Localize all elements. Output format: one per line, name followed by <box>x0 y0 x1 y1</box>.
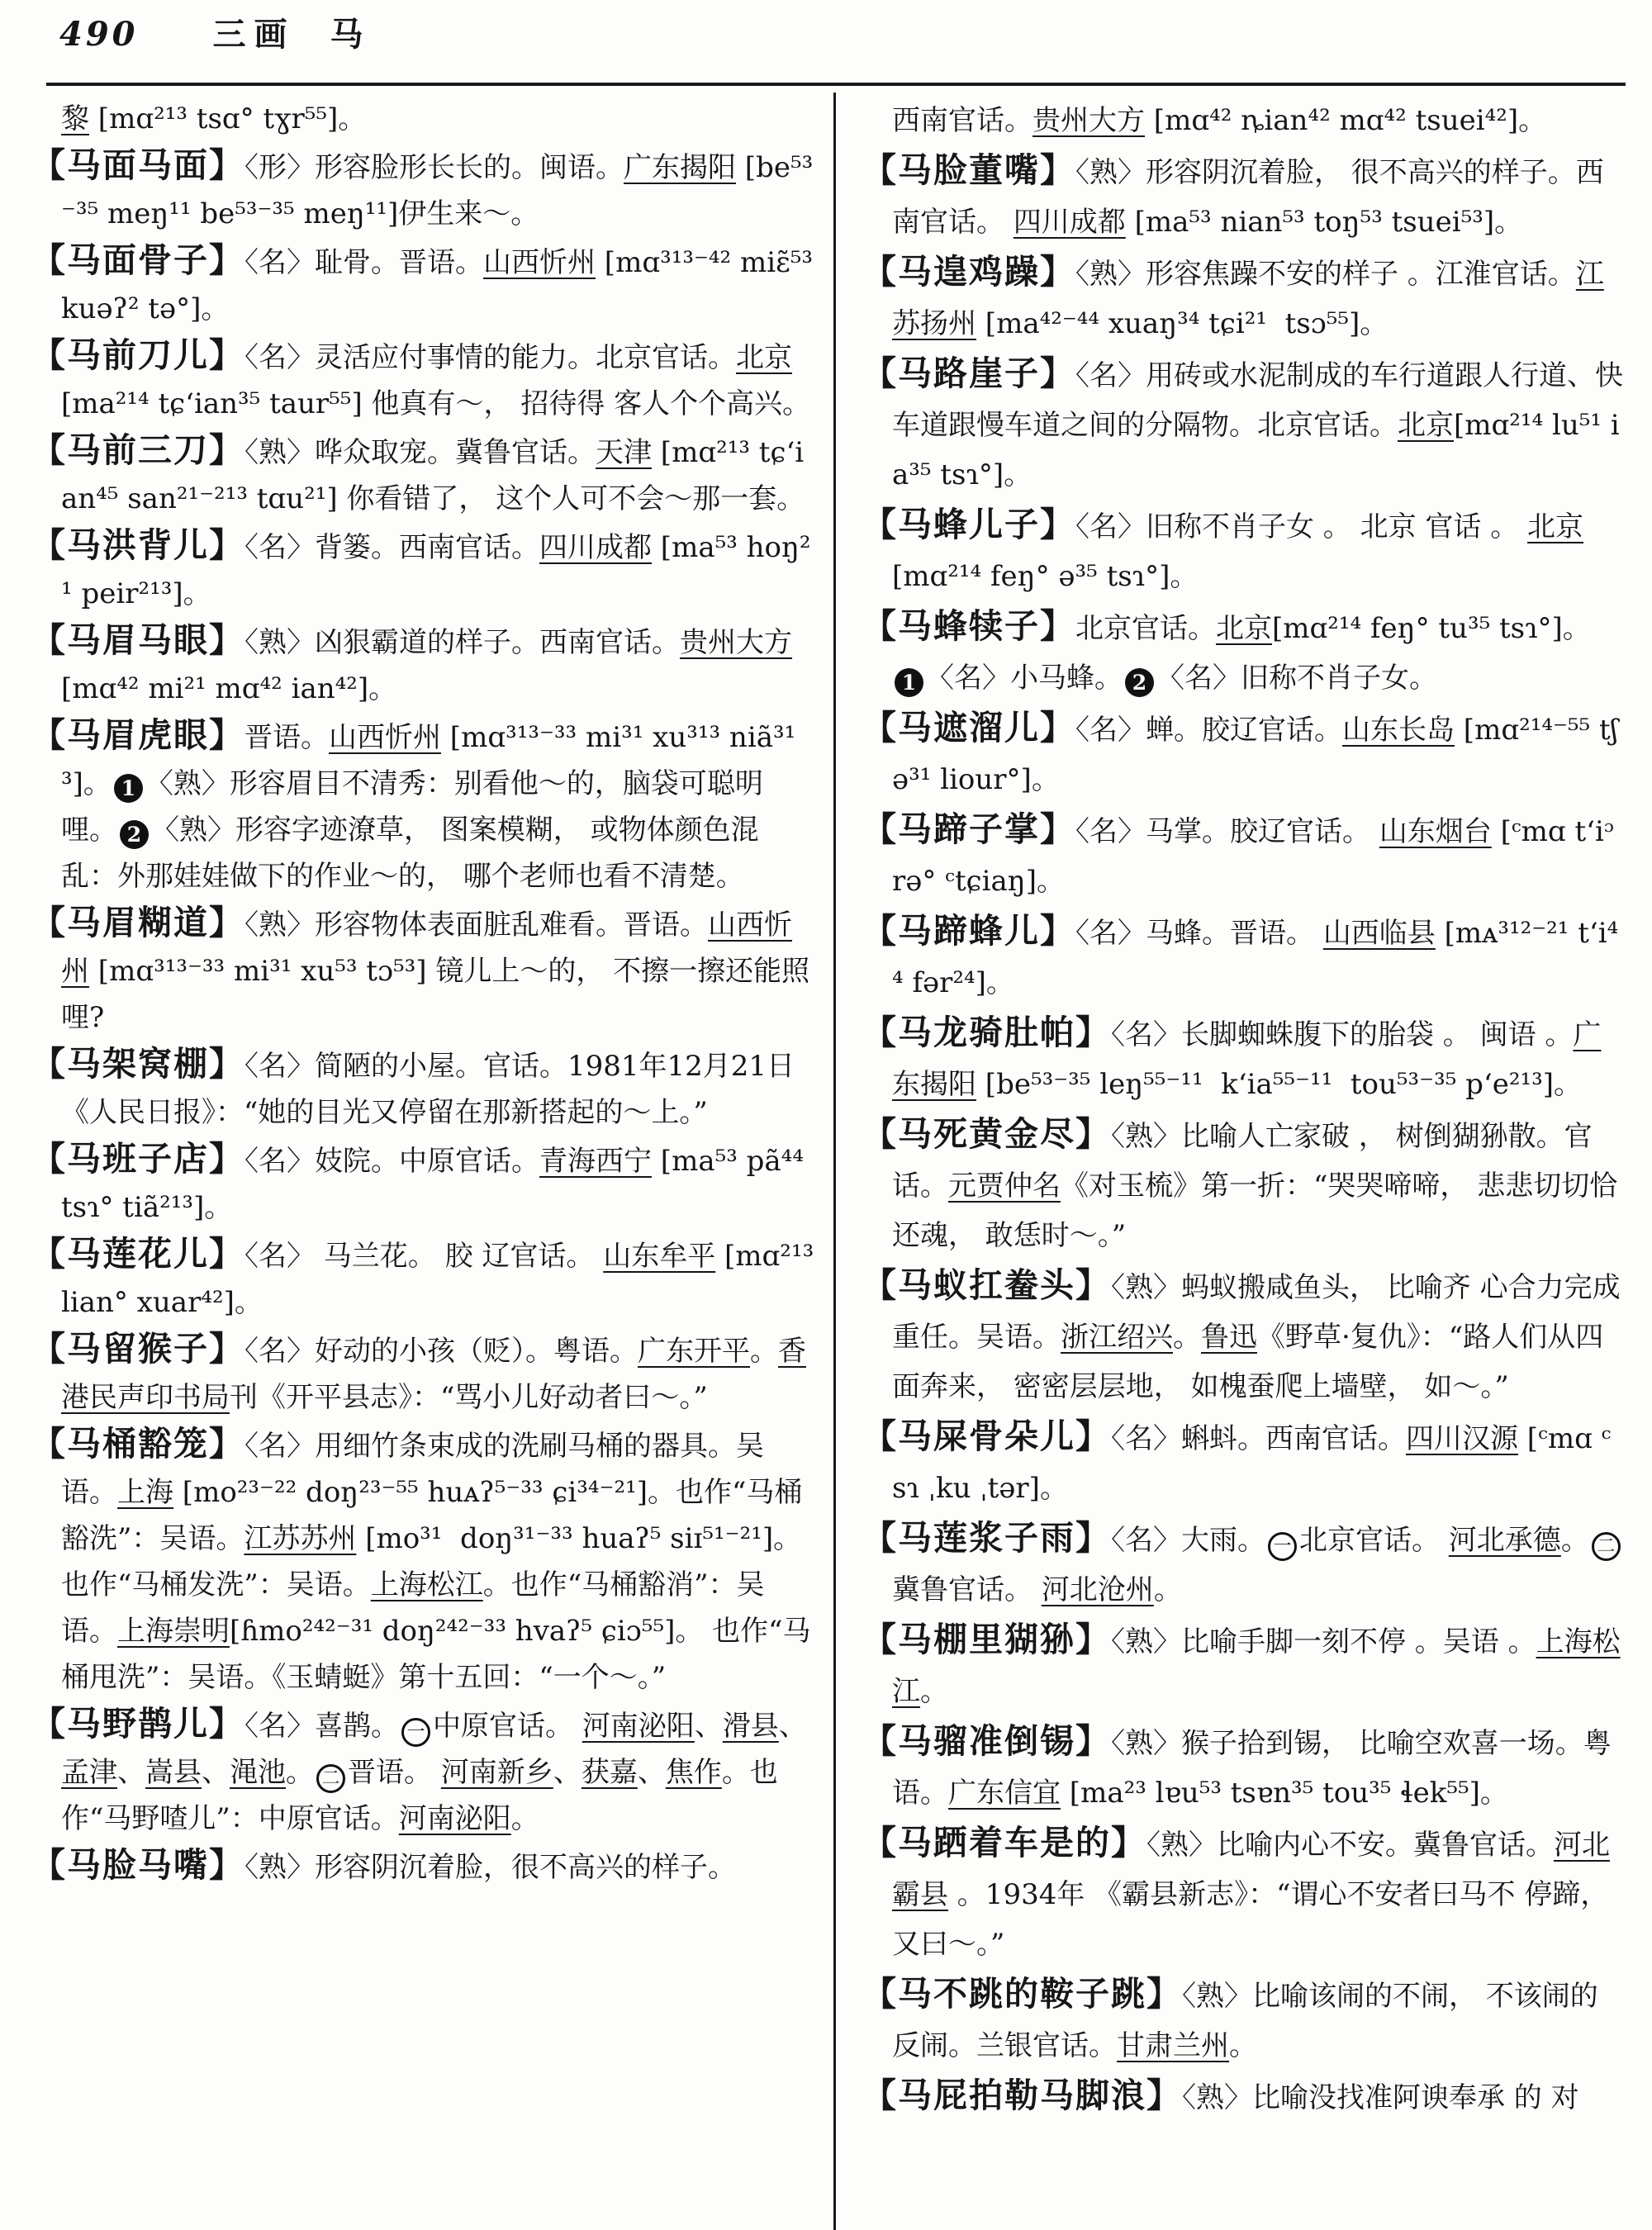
entry-text: 。 <box>1173 1321 1201 1354</box>
entry-text: 北京官话。 <box>1299 1524 1449 1557</box>
dict-entry <box>862 1513 1624 1615</box>
dict-entry <box>862 1412 1624 1513</box>
place-name: 北京 <box>1216 612 1272 645</box>
entry-text: [ma²¹⁴ tɕ‘ian³⁵ taur⁵⁵] 他真有～， 招待得 客人个个高兴。 <box>61 387 811 420</box>
entry-text: [mo³¹ doŋ³¹⁻³³ huaʔ⁵ siɪ⁵¹⁻²¹]。也作“马桶发洗”：吴语。 <box>61 1522 802 1601</box>
entry-text: 西南官话。 <box>892 104 1032 137</box>
dict-entry <box>862 1109 1624 1260</box>
entry-text: 。 <box>1229 2029 1257 2062</box>
entry-text: [ma⁵³ nian⁵³ toŋ⁵³ tsuei⁵³]。 <box>1125 206 1523 239</box>
entry-text: [mᴀ³¹²⁻²¹ t‘i⁴⁴ fər²⁴]。 <box>892 917 1619 999</box>
dict-entry <box>862 349 1624 500</box>
entry-headword: 【马龙骑肚帕】 <box>862 1013 1111 1052</box>
entry-headword: 【马蜂犊子】 <box>862 606 1075 646</box>
place-name: 广东揭阳 <box>892 1018 1602 1101</box>
place-name: 上海松江 <box>370 1568 483 1601</box>
entry-headword: 【马桶豁笼】 <box>31 1424 244 1464</box>
dict-entry <box>862 96 1624 145</box>
entry-text: 。 <box>1560 1524 1589 1557</box>
page-number: 490 <box>59 15 139 54</box>
entry-text: 〈名〉小马蜂。 <box>926 662 1123 695</box>
dict-entry <box>862 1969 1624 2071</box>
entry-text: 〈名〉大雨。 <box>1111 1524 1265 1557</box>
header-rule <box>46 83 1626 86</box>
entry-text: [be⁵³⁻³⁵ meŋ¹¹ be⁵³⁻³⁵ meŋ¹¹]伊生来～。 <box>61 151 814 230</box>
dict-entry <box>31 617 814 712</box>
entry-text: 、 <box>637 1756 666 1789</box>
sense-number: 1 <box>895 668 923 697</box>
dict-entry <box>862 145 1624 247</box>
place-name: 贵州大方 <box>680 626 792 659</box>
entry-text: 《对玉梳》第一折：“哭哭啼啼， 悲悲切切恰还魂， 敢恁时～。” <box>892 1170 1618 1252</box>
entry-text: 。也作“马野喳儿”：中原官话。 <box>61 1756 778 1835</box>
entry-text: [be⁵³⁻³⁵ leŋ⁵⁵⁻¹¹ k‘ia⁵⁵⁻¹¹ tou⁵³⁻³⁵ p‘e²¹³]。 <box>976 1068 1582 1101</box>
entry-text: 〈名〉 马兰花。 胶 辽官话。 <box>244 1240 604 1273</box>
dict-entry <box>862 247 1624 349</box>
entry-text: 〈熟〉凶狠霸道的样子。西南官话。 <box>244 626 680 659</box>
entry-text: 、 <box>202 1756 230 1789</box>
entry-text: 〈熟〉形容字迹潦草， 图案模糊， 或物体颜色混乱：外那娃娃做下的作业～的， 哪个老师也看不清楚。 <box>61 814 759 893</box>
entry-text: 〈形〉形容脸形长长的。闽语。 <box>244 151 624 184</box>
entry-text: 。 <box>1153 1573 1182 1606</box>
entry-text: 〈熟〉比喻没找准阿谀奉承 的 对 <box>1182 2081 1579 2114</box>
entry-text: 晋语。 <box>244 721 329 754</box>
entry-headword: 【马眉虎眼】 <box>31 715 244 755</box>
place-name: 焦作 <box>665 1756 722 1789</box>
entry-text: 〈熟〉比喻人亡家破 ， 树倒猢狲散。官话。 <box>892 1120 1593 1203</box>
dict-entry <box>862 1818 1624 1969</box>
place-name: 山东长岛 <box>1342 714 1455 747</box>
entry-text: 〈熟〉形容眉目不清秀：别看他～的，脑袋可聪明哩。 <box>61 767 763 847</box>
dict-entry <box>31 332 814 427</box>
entry-headword: 【马不跳的鞍子跳】 <box>862 1974 1182 2014</box>
entry-headword: 【马留猴子】 <box>31 1329 244 1369</box>
place-name: 北京 <box>1398 409 1454 442</box>
entry-headword: 【马屎骨朵儿】 <box>862 1416 1111 1456</box>
place-name: 山西忻州 <box>329 721 441 754</box>
entry-headword: 【马遑鸡躁】 <box>862 252 1075 292</box>
entry-text: 〈熟〉蚂蚁搬咸鱼头， 比喻齐 心合力完成重任。吴语。 <box>892 1271 1621 1354</box>
entry-text: 〈名〉用砖或水泥制成的车行道跟人行道、快车道跟慢车道之间的分隔物。北京官话。 <box>892 359 1623 442</box>
dict-entry <box>31 96 814 142</box>
dict-entry <box>31 427 814 522</box>
dict-entry <box>31 899 814 1041</box>
entry-headword: 【马洪背儿】 <box>31 525 244 565</box>
entry-text: 〈名〉用细竹条束成的洗刷马桶的器具。吴语。 <box>61 1430 764 1509</box>
entry-headword: 【马蜂儿子】 <box>862 505 1075 544</box>
entry-text: 〈名〉好动的小孩（贬）。粤语。 <box>244 1335 638 1368</box>
place-name: 贵州大方 <box>1032 104 1145 137</box>
place-name: 天津 <box>596 436 652 469</box>
place-name: 广东揭阳 <box>624 151 736 184</box>
dict-entry <box>31 142 814 237</box>
place-name: 上海崇明 <box>117 1615 230 1648</box>
place-name: 河南新乡 <box>440 1756 553 1789</box>
entry-headword: 【马眉糊道】 <box>31 903 244 942</box>
dict-entry <box>31 1136 814 1231</box>
entry-text: 〈名〉蝌蚪。西南官话。 <box>1111 1422 1406 1455</box>
dict-entry <box>31 1842 814 1891</box>
entry-headword: 【马遮溜儿】 <box>862 708 1075 747</box>
entry-headword: 【马莲浆子雨】 <box>862 1518 1111 1558</box>
place-name: 四川成都 <box>539 531 652 564</box>
entry-headword: 【马莲花儿】 <box>31 1234 244 1274</box>
radical-title: 马 <box>330 15 363 54</box>
place-name: 青海西宁 <box>539 1145 652 1178</box>
entry-text: [mɑ⁴² ȵian⁴² mɑ⁴² tsuei⁴²]。 <box>1145 104 1547 137</box>
place-name: 山东烟台 <box>1379 815 1492 848</box>
entry-text: 〈熟〉比喻该闹的不闹， 不该闹的反闹。兰银官话。 <box>892 1980 1598 2062</box>
sense-number: 一 <box>401 1718 430 1747</box>
entry-headword: 【马眉马眼】 <box>31 620 244 660</box>
place-name: 山西忻州 <box>61 909 792 988</box>
entry-text: 、 <box>117 1756 145 1789</box>
entry-headword: 【马面马面】 <box>31 145 244 185</box>
entry-text: [ma⁵³ hoŋ²¹ peir²¹³]。 <box>61 531 811 610</box>
entry-text: 。1934年 《霸县新志》：“谓心不安者曰马不 停蹄， 又曰～。” <box>892 1878 1618 1961</box>
dict-entry <box>31 1041 814 1136</box>
dict-entry <box>31 237 822 332</box>
entry-text: [ma⁵³ pã⁴⁴ tsɿ° tiã²¹³]。 <box>61 1145 813 1224</box>
entry-text: 。也作“马桶豁消”：吴语。 <box>61 1568 765 1648</box>
entry-text: [ᶜmɑ ᶜsɿ ˌku ˌtər]。 <box>892 1422 1612 1505</box>
dict-entry <box>862 906 1624 1008</box>
entry-text: 晋语。 <box>348 1756 441 1789</box>
entry-text: [mɑ²¹³ lian° xuar⁴²]。 <box>61 1240 824 1319</box>
entry-headword: 【马脸马嘴】 <box>31 1845 244 1885</box>
place-name: 江苏苏州 <box>244 1522 357 1555</box>
place-name: 北京 <box>736 341 792 374</box>
place-name: 四川成都 <box>1013 206 1126 239</box>
sense-number: 1 <box>114 774 143 803</box>
place-name: 香港民声印书局 <box>61 1335 806 1414</box>
entry-text: [mɑ²¹⁴ feŋ° ə³⁵ tsɿ°]。 <box>892 510 1593 593</box>
entry-headword: 【马班子店】 <box>31 1139 244 1179</box>
page-header <box>59 15 363 55</box>
entry-text: 。 <box>920 1675 948 1708</box>
dict-entry <box>31 712 814 899</box>
sense-number: 一 <box>1268 1532 1297 1561</box>
entry-headword: 【马骝准倒锡】 <box>862 1721 1111 1761</box>
place-name: 嵩县 <box>145 1756 202 1789</box>
dict-entry <box>862 1615 1624 1716</box>
entry-headword: 【马前三刀】 <box>31 430 244 470</box>
entry-headword: 【马屁拍勒马脚浪】 <box>862 2076 1182 2115</box>
place-name: 江苏扬州 <box>892 258 1604 340</box>
dict-entry <box>862 703 1624 804</box>
entry-text: 。 <box>286 1756 314 1789</box>
entry-text: 〈熟〉形容物体表面脏乱难看。晋语。 <box>244 909 708 942</box>
entry-text: 〈名〉马蜂。晋语。 <box>1075 917 1323 950</box>
place-name: 河南泌阳 <box>582 1710 695 1743</box>
sense-number: 二 <box>316 1764 345 1793</box>
entry-text: 〈名〉旧称不肖子女 。 北京 官话 。 <box>1075 510 1528 543</box>
entry-text: 《野草·复仇》：“路人们从四面奔来， 密密层层地， 如槐蚕爬上墙壁， 如～。” <box>892 1321 1604 1403</box>
dict-entry <box>862 1260 1624 1412</box>
place-name: 鲁迅 <box>1201 1321 1257 1354</box>
entry-text: [mɑ²¹⁴⁻⁵⁵ tʃə³¹ liour°]。 <box>892 714 1618 796</box>
dict-entry <box>862 601 1624 703</box>
dict-entry <box>31 522 814 617</box>
entry-text: 。 <box>750 1335 778 1368</box>
entry-headword: 【马架窝棚】 <box>31 1044 244 1084</box>
entry-text: 〈熟〉形容阴沉着脸， 很不高兴的样子。西南官话。 <box>892 156 1604 239</box>
entry-text: 〈名〉喜鹊。 <box>244 1710 399 1743</box>
entry-text: 〈名〉妓院。中原官话。 <box>244 1145 539 1178</box>
entry-headword: 【马路崖子】 <box>862 353 1075 393</box>
entry-text: [mɑ²¹⁴ lu⁵¹ ia³⁵ tsɿ°]。 <box>892 409 1620 491</box>
entry-text: 〈熟〉比喻手脚一刻不停 。吴语 。 <box>1111 1625 1536 1658</box>
entry-headword: 【马蹄子掌】 <box>862 809 1075 849</box>
entry-text: 〈名〉简陋的小屋。官话。1981年12月21日《人民日报》：“她的目光又停留在那新搭起的～上。” <box>61 1050 795 1129</box>
entry-text: 中原官话。 <box>433 1710 582 1743</box>
place-name: 黎 <box>61 102 89 135</box>
place-name: 上海松江 <box>892 1625 1621 1708</box>
entry-text: [mo²³⁻²² doŋ²³⁻⁵⁵ huᴀʔ⁵⁻³³ ɕi³⁴⁻²¹]。也作“马桶豁洗”：吴语。 <box>61 1476 803 1555</box>
entry-headword: 【马蚁扛鲞头】 <box>862 1265 1111 1305</box>
place-name: 河北沧州 <box>1041 1573 1154 1606</box>
entry-text: 〈名〉耻骨。晋语。 <box>244 246 483 279</box>
entry-text: 、 <box>694 1710 723 1743</box>
entry-headword: 【马蹄蜂儿】 <box>862 911 1075 951</box>
entry-text: [ɦmo²⁴²⁻³¹ doŋ²⁴²⁻³³ hvaʔ⁵ ɕiɔ⁵⁵]。 也作“马桶甩洗”：吴语。《玉蜻蜓》第十五回：“一个～。” <box>61 1615 811 1694</box>
dict-entry <box>862 804 1624 906</box>
entry-text: [mɑ²¹³ tɕ‘ian⁴⁵ san²¹⁻²¹³ tɑu²¹] 你看错了， 这个人可不会～那一套。 <box>61 436 805 515</box>
entry-text: [ma²³ lɐu⁵³ tsɐn³⁵ tou³⁵ ɬek⁵⁵]。 <box>1061 1777 1508 1810</box>
entry-headword: 【马棚里猢狲】 <box>862 1620 1111 1659</box>
dict-entry <box>862 500 1624 601</box>
place-name: 北京 <box>1527 510 1584 543</box>
entry-text: 〈熟〉形容阴沉着脸，很不高兴的样子。 <box>244 1851 736 1884</box>
entry-text: [mɑ³¹³⁻³³ mi³¹ xu³¹³ niã³¹³]。 <box>61 721 796 800</box>
entry-text: 〈熟〉猴子拾到锡， 比喻空欢喜一场。粤语。 <box>892 1727 1612 1810</box>
entry-headword: 【马跴着车是的】 <box>862 1823 1146 1862</box>
place-name: 河北霸县 <box>892 1829 1610 1911</box>
entry-text: [mɑ²¹⁴ feŋ° tu³⁵ tsɿ°]。 <box>1272 612 1591 645</box>
place-name: 河北承德 <box>1448 1524 1561 1557</box>
right-column <box>862 96 1624 2123</box>
entry-text: 〈名〉背篓。西南官话。 <box>244 531 539 564</box>
column-divider <box>833 93 836 2230</box>
entry-text: 冀鲁官话。 <box>892 1573 1042 1606</box>
place-name: 浙江绍兴 <box>1061 1321 1173 1354</box>
entry-text: 〈名〉蝉。胶辽官话。 <box>1075 714 1342 747</box>
entry-text: 、 <box>778 1710 807 1743</box>
dict-entry <box>31 1421 814 1701</box>
entry-text: [mɑ⁴² mi²¹ mɑ⁴² ian⁴²]。 <box>61 626 801 705</box>
dict-entry <box>862 1716 1624 1818</box>
entry-text: 〈名〉马掌。胶辽官话。 <box>1075 815 1379 848</box>
place-name: 广东开平 <box>638 1335 750 1368</box>
place-name: 山西临县 <box>1322 917 1436 950</box>
dict-entry <box>862 2071 1624 2123</box>
entry-text: 〈名〉灵活应付事情的能力。北京官话。 <box>244 341 736 374</box>
entry-text: 北京官话。 <box>1075 612 1216 645</box>
left-column <box>31 96 824 1891</box>
dict-entry <box>862 1008 1624 1109</box>
entry-text: [mɑ²¹³ tsɑ° tɣr⁵⁵]。 <box>89 102 367 135</box>
dict-entry <box>31 1326 814 1421</box>
entry-text: 。 <box>510 1802 539 1835</box>
entry-text: [mɑ³¹³⁻³³ mi³¹ xu⁵³ tɔ⁵³] 镜儿上～的， 不擦一擦还能照哩? <box>61 955 810 1034</box>
entry-text: 、 <box>553 1756 582 1789</box>
entry-text: [ᶜmɑ t‘iᵓ rə° ᶜtɕiaŋ]。 <box>892 815 1623 898</box>
place-name: 四川汉源 <box>1406 1422 1518 1455</box>
entry-headword: 【马死黄金尽】 <box>862 1114 1111 1154</box>
place-name: 河南泌阳 <box>398 1802 511 1835</box>
sense-number: 2 <box>120 820 149 849</box>
place-name: 孟津 <box>61 1756 117 1789</box>
sense-number: 二 <box>1592 1532 1621 1561</box>
entry-text: 〈熟〉比喻内心不安。冀鲁官话。 <box>1146 1829 1554 1862</box>
place-name: 上海 <box>117 1476 173 1509</box>
entry-headword: 【马野鹊儿】 <box>31 1704 244 1744</box>
entry-text: 〈熟〉形容焦躁不安的样子 。江淮官话。 <box>1075 258 1576 291</box>
place-name: 甘肃兰州 <box>1117 2029 1229 2062</box>
entry-text: 刊《开平县志》：“骂小儿好动者曰～。” <box>230 1381 708 1414</box>
sense-number: 2 <box>1125 668 1154 697</box>
entry-text: 〈名〉旧称不肖子女。 <box>1156 662 1437 695</box>
dict-entry <box>31 1231 824 1326</box>
entry-text: [mɑ³¹³⁻⁴² miɛ̃⁵³ kuəʔ² tə°]。 <box>61 246 822 325</box>
place-name: 山西忻州 <box>483 246 596 279</box>
dict-entry <box>31 1701 814 1842</box>
entry-headword: 【马前刀儿】 <box>31 335 244 375</box>
place-name: 渑池 <box>230 1756 286 1789</box>
place-name: 广东信宜 <box>948 1777 1061 1810</box>
entry-text: 〈名〉长脚蜘蛛腹下的胎袋 。 闽语 。 <box>1111 1018 1574 1051</box>
section-title: 三画 <box>212 15 296 54</box>
place-name: 山东牟平 <box>603 1240 716 1273</box>
entry-text: 〈熟〉哗众取宠。冀鲁官话。 <box>244 436 596 469</box>
entry-headword: 【马面骨子】 <box>31 240 244 280</box>
entry-headword: 【马脸董嘴】 <box>862 150 1075 190</box>
place-name: 元贾仲名 <box>948 1170 1061 1203</box>
entry-text: [ma⁴²⁻⁴⁴ xuaŋ³⁴ tɕi²¹ tsɔ⁵⁵]。 <box>976 307 1389 340</box>
place-name: 滑县 <box>722 1710 779 1743</box>
place-name: 获嘉 <box>581 1756 638 1789</box>
